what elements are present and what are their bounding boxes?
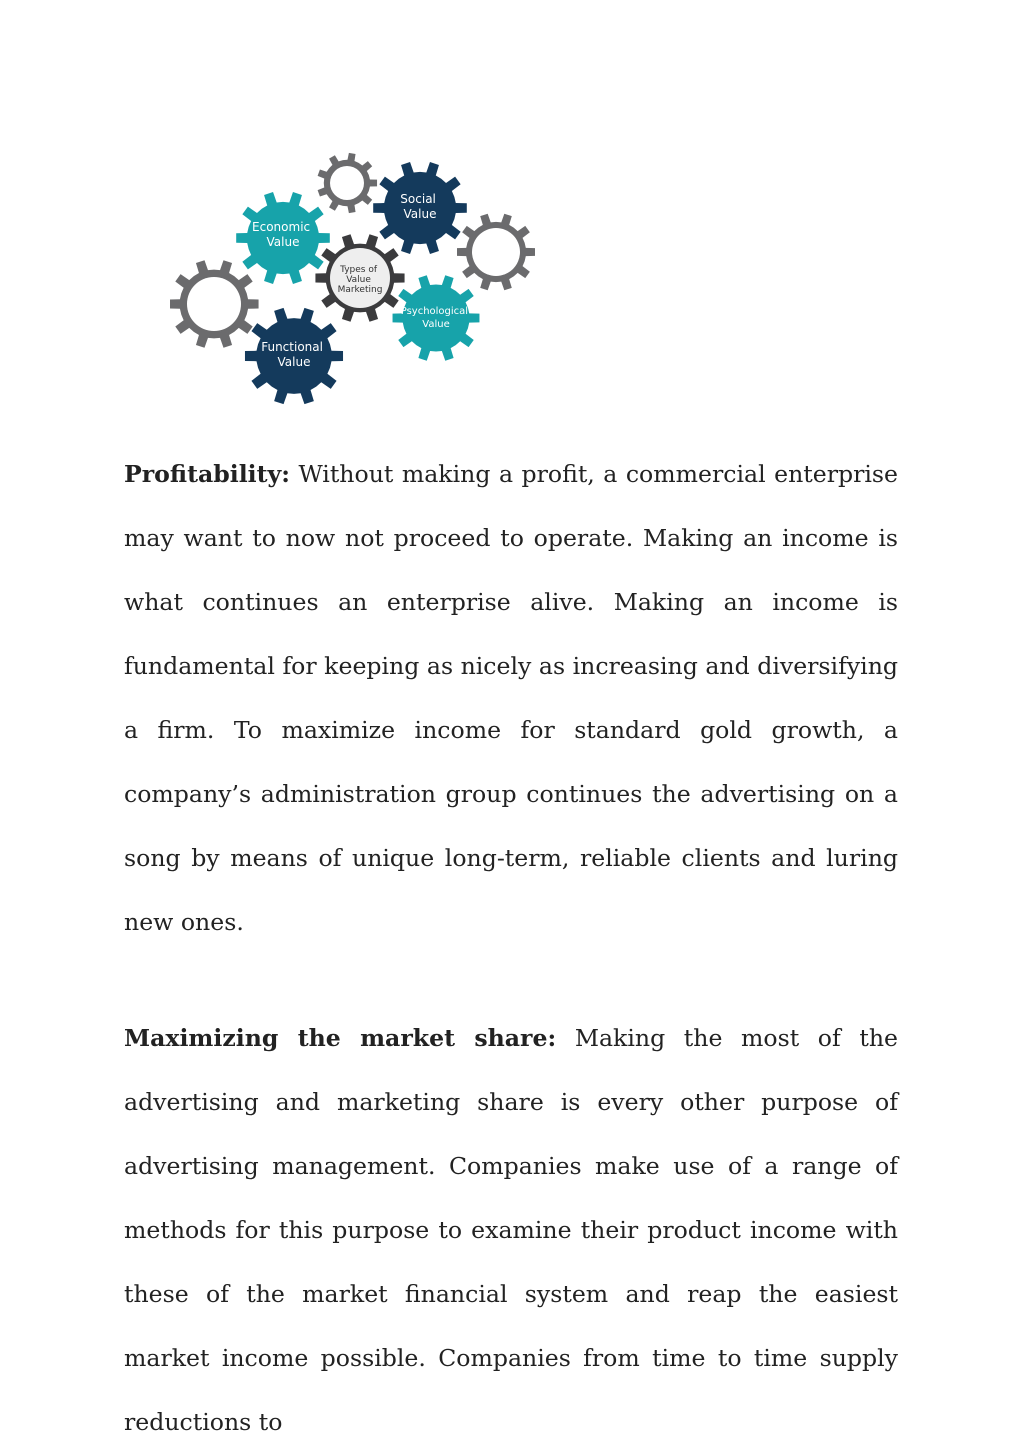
paragraph-market-share — [124, 1006, 898, 1454]
paragraph-text: Without making a profit, a commercial enterprise may want to now not proceed to operate. Making an income is what continues an enterprise alive. Making an income is fundamental for keeping as nicely as increasing and diversifying a firm. To maximize income for standard gold growth, a company’s administration group continues the advertising on a song by means of unique long-term, reliable clients and luring new ones. — [124, 460, 898, 936]
gear-label-economic: Economic Value — [252, 220, 311, 249]
paragraph-text: Making the most of the advertising and marketing share is every other purpose of advertising management. Companies make use of a range of methods for this purpose to examine their product income with these of the market financial system and reap the easiest market income possible. Companies from time to time supply reductions to — [124, 1024, 898, 1436]
psych-value-gear-icon — [393, 275, 480, 360]
gear-label-psychological: Psychological Value — [400, 306, 469, 330]
ring-gear-left-icon — [170, 260, 259, 348]
paragraph-heading: Profitability: — [124, 460, 290, 488]
ring-gear-right-icon — [457, 214, 535, 291]
gear-label-social: Social Value — [400, 192, 437, 221]
ring-gear-top-icon — [318, 153, 377, 213]
gear-label-center: Types of Value Marketing — [337, 265, 383, 295]
paragraph-profitability — [124, 442, 898, 954]
paragraph-heading: Maximizing the market share: — [124, 1024, 557, 1052]
value-marketing-gears-figure — [170, 140, 550, 420]
document-body — [124, 442, 898, 1454]
gear-label-functional: Functional Value — [261, 340, 323, 369]
gears-illustration — [170, 140, 550, 420]
